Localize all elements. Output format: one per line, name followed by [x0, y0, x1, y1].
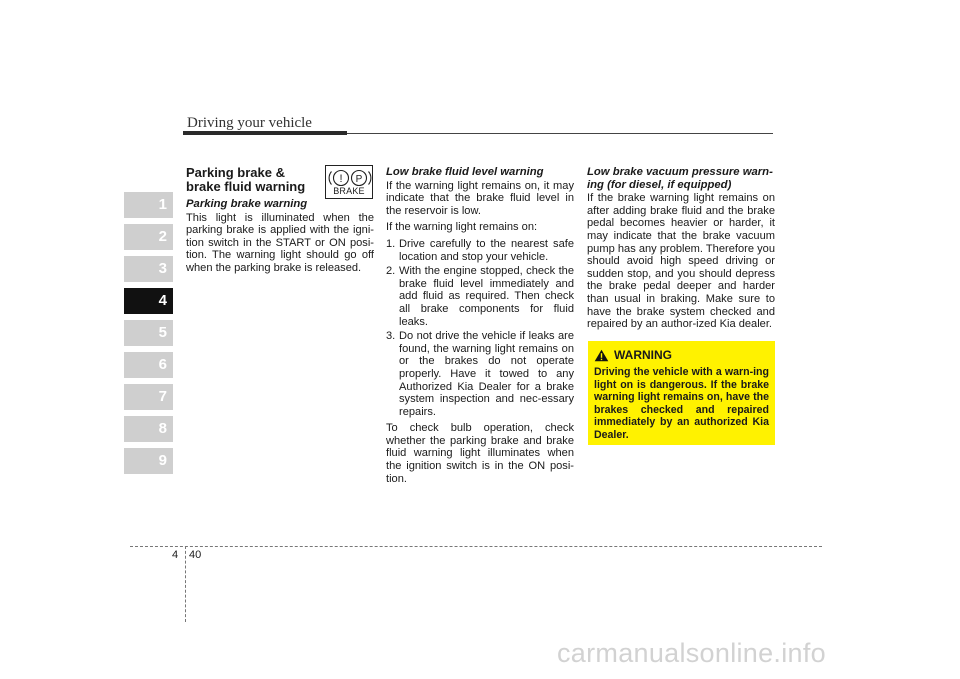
bulb-check-text: To check bulb operation, check whether the parking brake and brake fluid warning light illuminates when the ignition switch is in the ON posi-tion.	[386, 422, 574, 485]
step-number: 1.	[386, 237, 396, 250]
brake-fluid-intro: If the warning light remains on, it may indicate that the brake fluid level in the reservoir is low.	[386, 179, 574, 217]
page-header-title: Driving your vehicle	[187, 115, 312, 131]
chapter-tab-1[interactable]: 1	[124, 192, 173, 218]
step-text: Drive carefully to the nearest safe location and stop your vehicle.	[399, 237, 574, 263]
site-watermark: carmanualsonline.info	[557, 638, 826, 668]
chapter-tab-6[interactable]: 6	[124, 352, 173, 378]
header-rule-thin	[347, 133, 773, 134]
step-text: Do not drive the vehicle if leaks are found, the warning light remains on or the brakes do not operate properly. Have it towed to any Authorized Kia Dealer for a brake system inspection and nec-essary repairs.	[399, 330, 574, 418]
brake-warning-light-icon	[325, 165, 373, 199]
chapter-tab-4[interactable]: 4	[124, 288, 173, 314]
footer-divider	[185, 546, 186, 622]
brake-fluid-steps	[386, 238, 574, 418]
step-number: 3.	[386, 330, 396, 343]
svg-text:P: P	[355, 174, 363, 185]
warning-box	[588, 341, 775, 445]
footer-chapter-number: 4	[172, 549, 179, 561]
svg-text:!: !	[339, 173, 343, 185]
vacuum-pressure-body: If the brake warning light remains on after adding brake fluid and the brake pedal becomes heavier or harder, it may indicate that the brake vacuum pump has any problem. Therefore you should avoid high speed driving or sudden stop, and you should depress the brake pedal deeper and harder than usual in braking. Make sure to have the brake system checked and repaired by an author-ized Kia dealer.	[587, 192, 775, 331]
brake-fluid-lead: If the warning light remains on:	[386, 221, 538, 234]
subheading-parking-brake-warning: Parking brake warning	[186, 198, 308, 210]
chapter-tab-9[interactable]: 9	[124, 448, 173, 474]
warning-text: Driving the vehicle with a warn-ing light on is dangerous. If the brake warning light remains on, have the brakes checked and repaired immediately by an authorized Kia Dealer.	[594, 366, 769, 441]
list-item	[386, 238, 574, 263]
brake-icon-label: BRAKE	[333, 186, 365, 196]
chapter-tabs	[124, 192, 173, 480]
section-heading-parking-brake: Parking brake & brake fluid warning	[186, 165, 306, 194]
step-number: 2.	[386, 265, 396, 278]
column-brake-fluid	[386, 166, 574, 489]
subheading-low-vacuum: Low brake vacuum pressure warn-ing (for diesel, if equipped)	[587, 166, 773, 191]
list-item	[386, 265, 574, 328]
chapter-tab-7[interactable]: 7	[124, 384, 173, 410]
step-text: With the engine stopped, check the brake fluid level immediately and add fluid as required. Then check all brake components for fluid leaks.	[399, 265, 574, 328]
chapter-tab-5[interactable]: 5	[124, 320, 173, 346]
parking-brake-body: This light is illuminated when the parking brake is applied with the igni-tion switch in the START or ON posi-tion. The warning light should go off when the parking brake is released.	[186, 211, 374, 274]
warning-title: WARNING	[614, 348, 672, 362]
subheading-low-brake-fluid: Low brake fluid level warning	[386, 166, 544, 178]
warning-header	[594, 348, 769, 362]
column-vacuum-pressure	[587, 166, 775, 335]
warning-triangle-icon	[594, 349, 609, 362]
header-rule-thick	[183, 131, 347, 135]
list-item	[386, 330, 574, 418]
chapter-tab-8[interactable]: 8	[124, 416, 173, 442]
footer-rule	[130, 546, 822, 547]
footer-page-number: 40	[189, 549, 202, 561]
chapter-tab-3[interactable]: 3	[124, 256, 173, 282]
chapter-tab-2[interactable]: 2	[124, 224, 173, 250]
